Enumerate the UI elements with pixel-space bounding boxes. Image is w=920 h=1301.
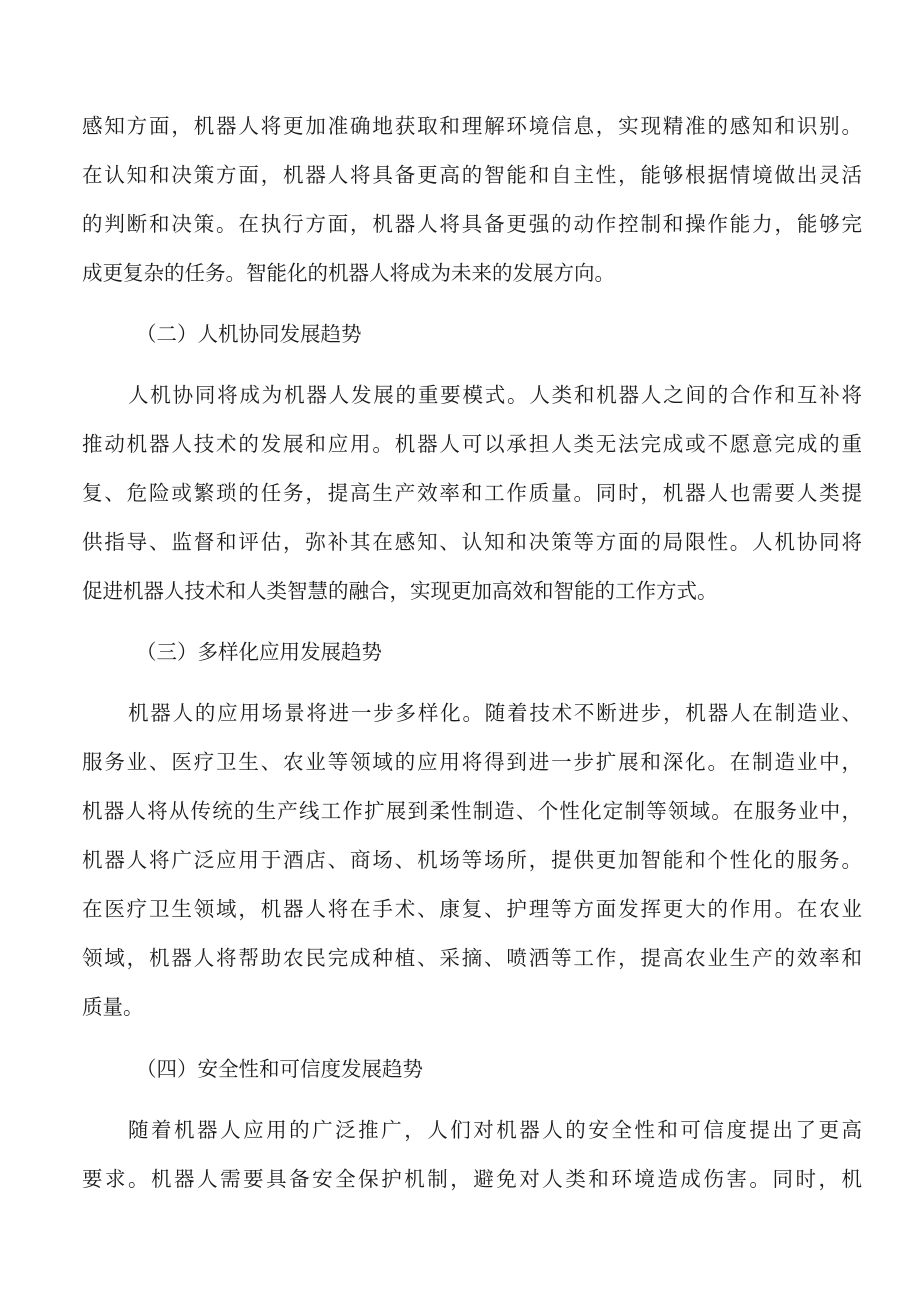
paragraph-line: 在医疗卫生领域，机器人将在手术、康复、护理等方面发挥更大的作用。在农业 (82, 897, 862, 921)
paragraph-line: 的判断和决策。在执行方面，机器人将具备更强的动作控制和操作能力，能够完 (82, 212, 862, 236)
paragraph-line: 促进机器人技术和人类智慧的融合，实现更加高效和智能的工作方式。 (82, 579, 718, 603)
paragraph-line: 领域，机器人将帮助农民完成种植、采摘、喷洒等工作，提高农业生产的效率和 (82, 946, 862, 970)
paragraph-line: 人机协同将成为机器人发展的重要模式。人类和机器人之间的合作和互补将 (128, 383, 862, 407)
paragraph-line: 感知方面，机器人将更加准确地获取和理解环境信息，实现精准的感知和识别。 (82, 114, 862, 138)
paragraph-line: 服务业、医疗卫生、农业等领域的应用将得到进一步扩展和深化。在制造业中， (82, 750, 862, 774)
paragraph-line: 推动机器人技术的发展和应用。机器人可以承担人类无法完成或不愿意完成的重 (82, 432, 862, 456)
paragraph-line: 随着机器人应用的广泛推广，人们对机器人的安全性和可信度提出了更高 (128, 1118, 862, 1142)
section-heading: （二）人机协同发展趋势 (136, 322, 362, 346)
paragraph-line: 在认知和决策方面，机器人将具备更高的智能和自主性，能够根据情境做出灵活 (82, 163, 862, 187)
paragraph-line: 成更复杂的任务。智能化的机器人将成为未来的发展方向。 (82, 261, 615, 285)
paragraph-line: 质量。 (82, 995, 144, 1019)
paragraph-line: 要求。机器人需要具备安全保护机制，避免对人类和环境造成伤害。同时，机 (82, 1167, 862, 1191)
paragraph-line: 机器人的应用场景将进一步多样化。随着技术不断进步，机器人在制造业、 (128, 701, 862, 725)
paragraph-line: 机器人将从传统的生产线工作扩展到柔性制造、个性化定制等领域。在服务业中， (82, 799, 862, 823)
paragraph-line: 机器人将广泛应用于酒店、商场、机场等场所，提供更加智能和个性化的服务。 (82, 848, 862, 872)
section-heading: （三）多样化应用发展趋势 (136, 640, 382, 664)
section-heading: （四）安全性和可信度发展趋势 (136, 1057, 423, 1081)
paragraph-line: 供指导、监督和评估，弥补其在感知、认知和决策等方面的局限性。人机协同将 (82, 530, 862, 554)
paragraph-line: 复、危险或繁琐的任务，提高生产效率和工作质量。同时，机器人也需要人类提 (82, 481, 862, 505)
